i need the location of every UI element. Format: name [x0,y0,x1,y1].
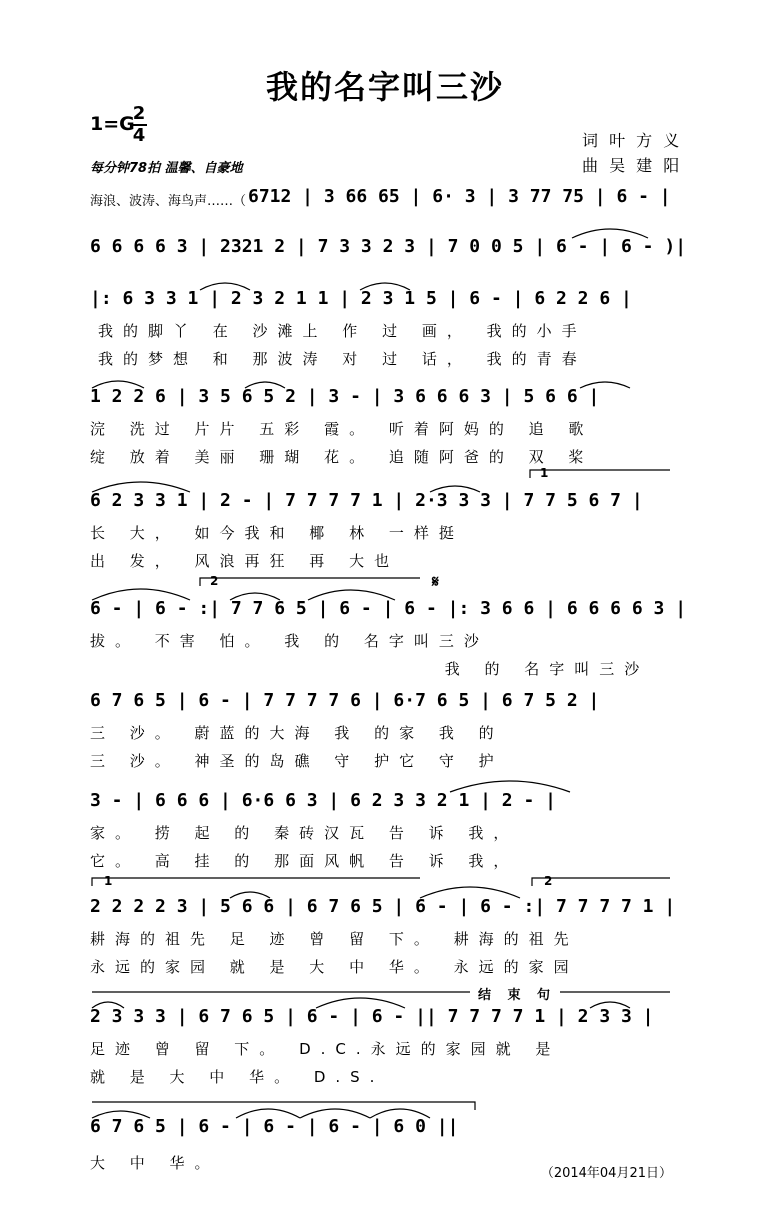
notes-row-6: 6 - | 6 - :| 7 7 6 5 | 6 - | 6 - |: 3 6 6 | 6 6 6 6 3 | [90,598,687,619]
slur [308,590,395,600]
ending-label: 结 束 句 [478,988,557,1003]
lyricist: 词 叶 方 义 [582,131,683,150]
composer: 曲 吴 建 阳 [582,156,683,175]
notes-row-11: 6 7 6 5 | 6 - | 6 - | 6 - | 6 0 || [90,1116,459,1137]
lyrics-row-11-verse-1: 大 中 华。 [90,1154,220,1172]
lyrics-row-10-verse-1: 足迹 曾 留 下。 D.C.永远的家园就 是 [90,1040,561,1058]
final-bracket [92,1102,475,1110]
slur [92,1111,150,1118]
slur [300,1109,370,1118]
notes-row-5: 6 2 3 3 1 | 2 - | 7 7 7 7 1 | 2·3 3 3 | 7 7 5 6 7 | [90,490,643,511]
intro-text: 海浪、波涛、海鸟声……（ [90,194,247,209]
slur [360,283,410,290]
notes-row-3: |: 6 3 3 1 | 2 3 2 1 1 | 2 3 1 5 | 6 - | 6 2 2 6 | [90,288,632,309]
slur [92,589,190,600]
slur [236,1109,300,1118]
notes-row-1: 6712 | 3 66 65 | 6· 3 | 3 77 75 | 6 - | [248,186,671,207]
song-title: 我的名字叫三沙 [265,68,504,106]
slur [580,382,630,388]
time-signature-bottom: 4 [132,125,146,146]
lyrics-row-3-verse-1: 我的脚丫 在 沙滩上 作 过 画， 我的小手 [98,322,587,340]
slur [450,781,570,792]
lyrics-row-5-verse-1: 长 大， 如今我和 椰 林 一样挺 [90,524,464,542]
notes-row-8: 3 - | 6 6 6 | 6·6 6 3 | 6 2 3 3 2 1 | 2 - | [90,790,556,811]
lyrics-row-3-verse-2: 我的梦想 和 那波涛 对 过 话， 我的青春 [98,350,587,368]
lyrics-row-4-verse-2: 绽 放着 美丽 珊瑚 花。 追随阿爸的 双 桨 [90,448,594,466]
lyrics-row-8-verse-2: 它。 高 挂 的 那面风帆 告 诉 我， [90,852,519,870]
slur [590,1002,630,1008]
lyrics-row-6-verse-2: 我 的 名字叫三沙 [430,660,650,678]
volta-1-bracket-b [92,878,420,886]
notes-row-7: 6 7 6 5 | 6 - | 7 7 7 7 6 | 6·7 6 5 | 6 7 5 2 | [90,690,600,711]
notes-row-10: 2 3 3 3 | 6 7 6 5 | 6 - | 6 - || 7 7 7 7 1 | 2 3 3 | [90,1006,654,1027]
lyrics-row-4-verse-1: 浣 洗过 片片 五彩 霞。 听着阿妈的 追 歌 [90,420,594,438]
slur [230,593,280,600]
lyrics-row-7-verse-2: 三 沙。 神圣的岛礁 守 护它 守 护 [90,752,504,770]
slur [430,486,480,492]
slur [92,1002,124,1008]
slur [245,382,285,388]
slur [200,283,250,290]
lyrics-row-9-verse-2: 永远的家园 就 是 大 中 华。 永远的家园 [90,958,579,976]
lyrics-row-5-verse-2: 出 发， 风浪再狂 再 大也 [90,552,400,570]
notes-row-4: 1 2 2 6 | 3 5 6 5 2 | 3 - | 3 6 6 6 3 | 5 6 6 | [90,386,600,407]
slur [92,482,190,492]
segno-sign: 𝄋 [432,572,439,591]
notes-row-2: 6 6 6 6 3 | 2321 2 | 7 3 3 2 3 | 7 0 0 5 | 6 - | 6 - )| [90,236,687,257]
volta-1-marker-b: 1 [104,874,113,888]
lyrics-row-10-verse-2: 就 是 大 中 华。 D.S. [90,1068,385,1086]
slur [420,887,520,898]
volta-2-marker-a: 2 [210,574,219,588]
slur [316,998,405,1008]
volta-2-bracket-a [200,578,420,586]
lyrics-row-6-verse-1: 拔。 不害 怕。 我 的 名字叫三沙 [90,632,489,650]
volta-1-bracket-a [530,470,670,478]
time-signature-top: 2 [132,103,146,124]
volta-2-bracket-b [532,878,670,886]
key-signature: 1=G [90,113,135,135]
volta-2-marker-b: 2 [544,874,553,888]
notes-row-9: 2 2 2 2 3 | 5 6 6 | 6 7 6 5 | 6 - | 6 - :| 7 7 7 7 1 | [90,896,676,917]
slur [230,892,270,898]
lyrics-row-7-verse-1: 三 沙。 蔚蓝的大海 我 的家 我 的 [90,724,504,742]
tempo-marking: 每分钟78拍 温馨、自豪地 [90,161,243,176]
volta-1-marker-a: 1 [540,466,549,480]
slur [370,1109,430,1118]
lyrics-row-9-verse-1: 耕海的祖先 足 迹 曾 留 下。 耕海的祖先 [90,930,579,948]
lyrics-row-8-verse-1: 家。 捞 起 的 秦砖汉瓦 告 诉 我， [90,824,519,842]
date-stamp: （2014年04月21日） [540,1166,672,1181]
slur [572,229,648,238]
slur [92,381,144,388]
